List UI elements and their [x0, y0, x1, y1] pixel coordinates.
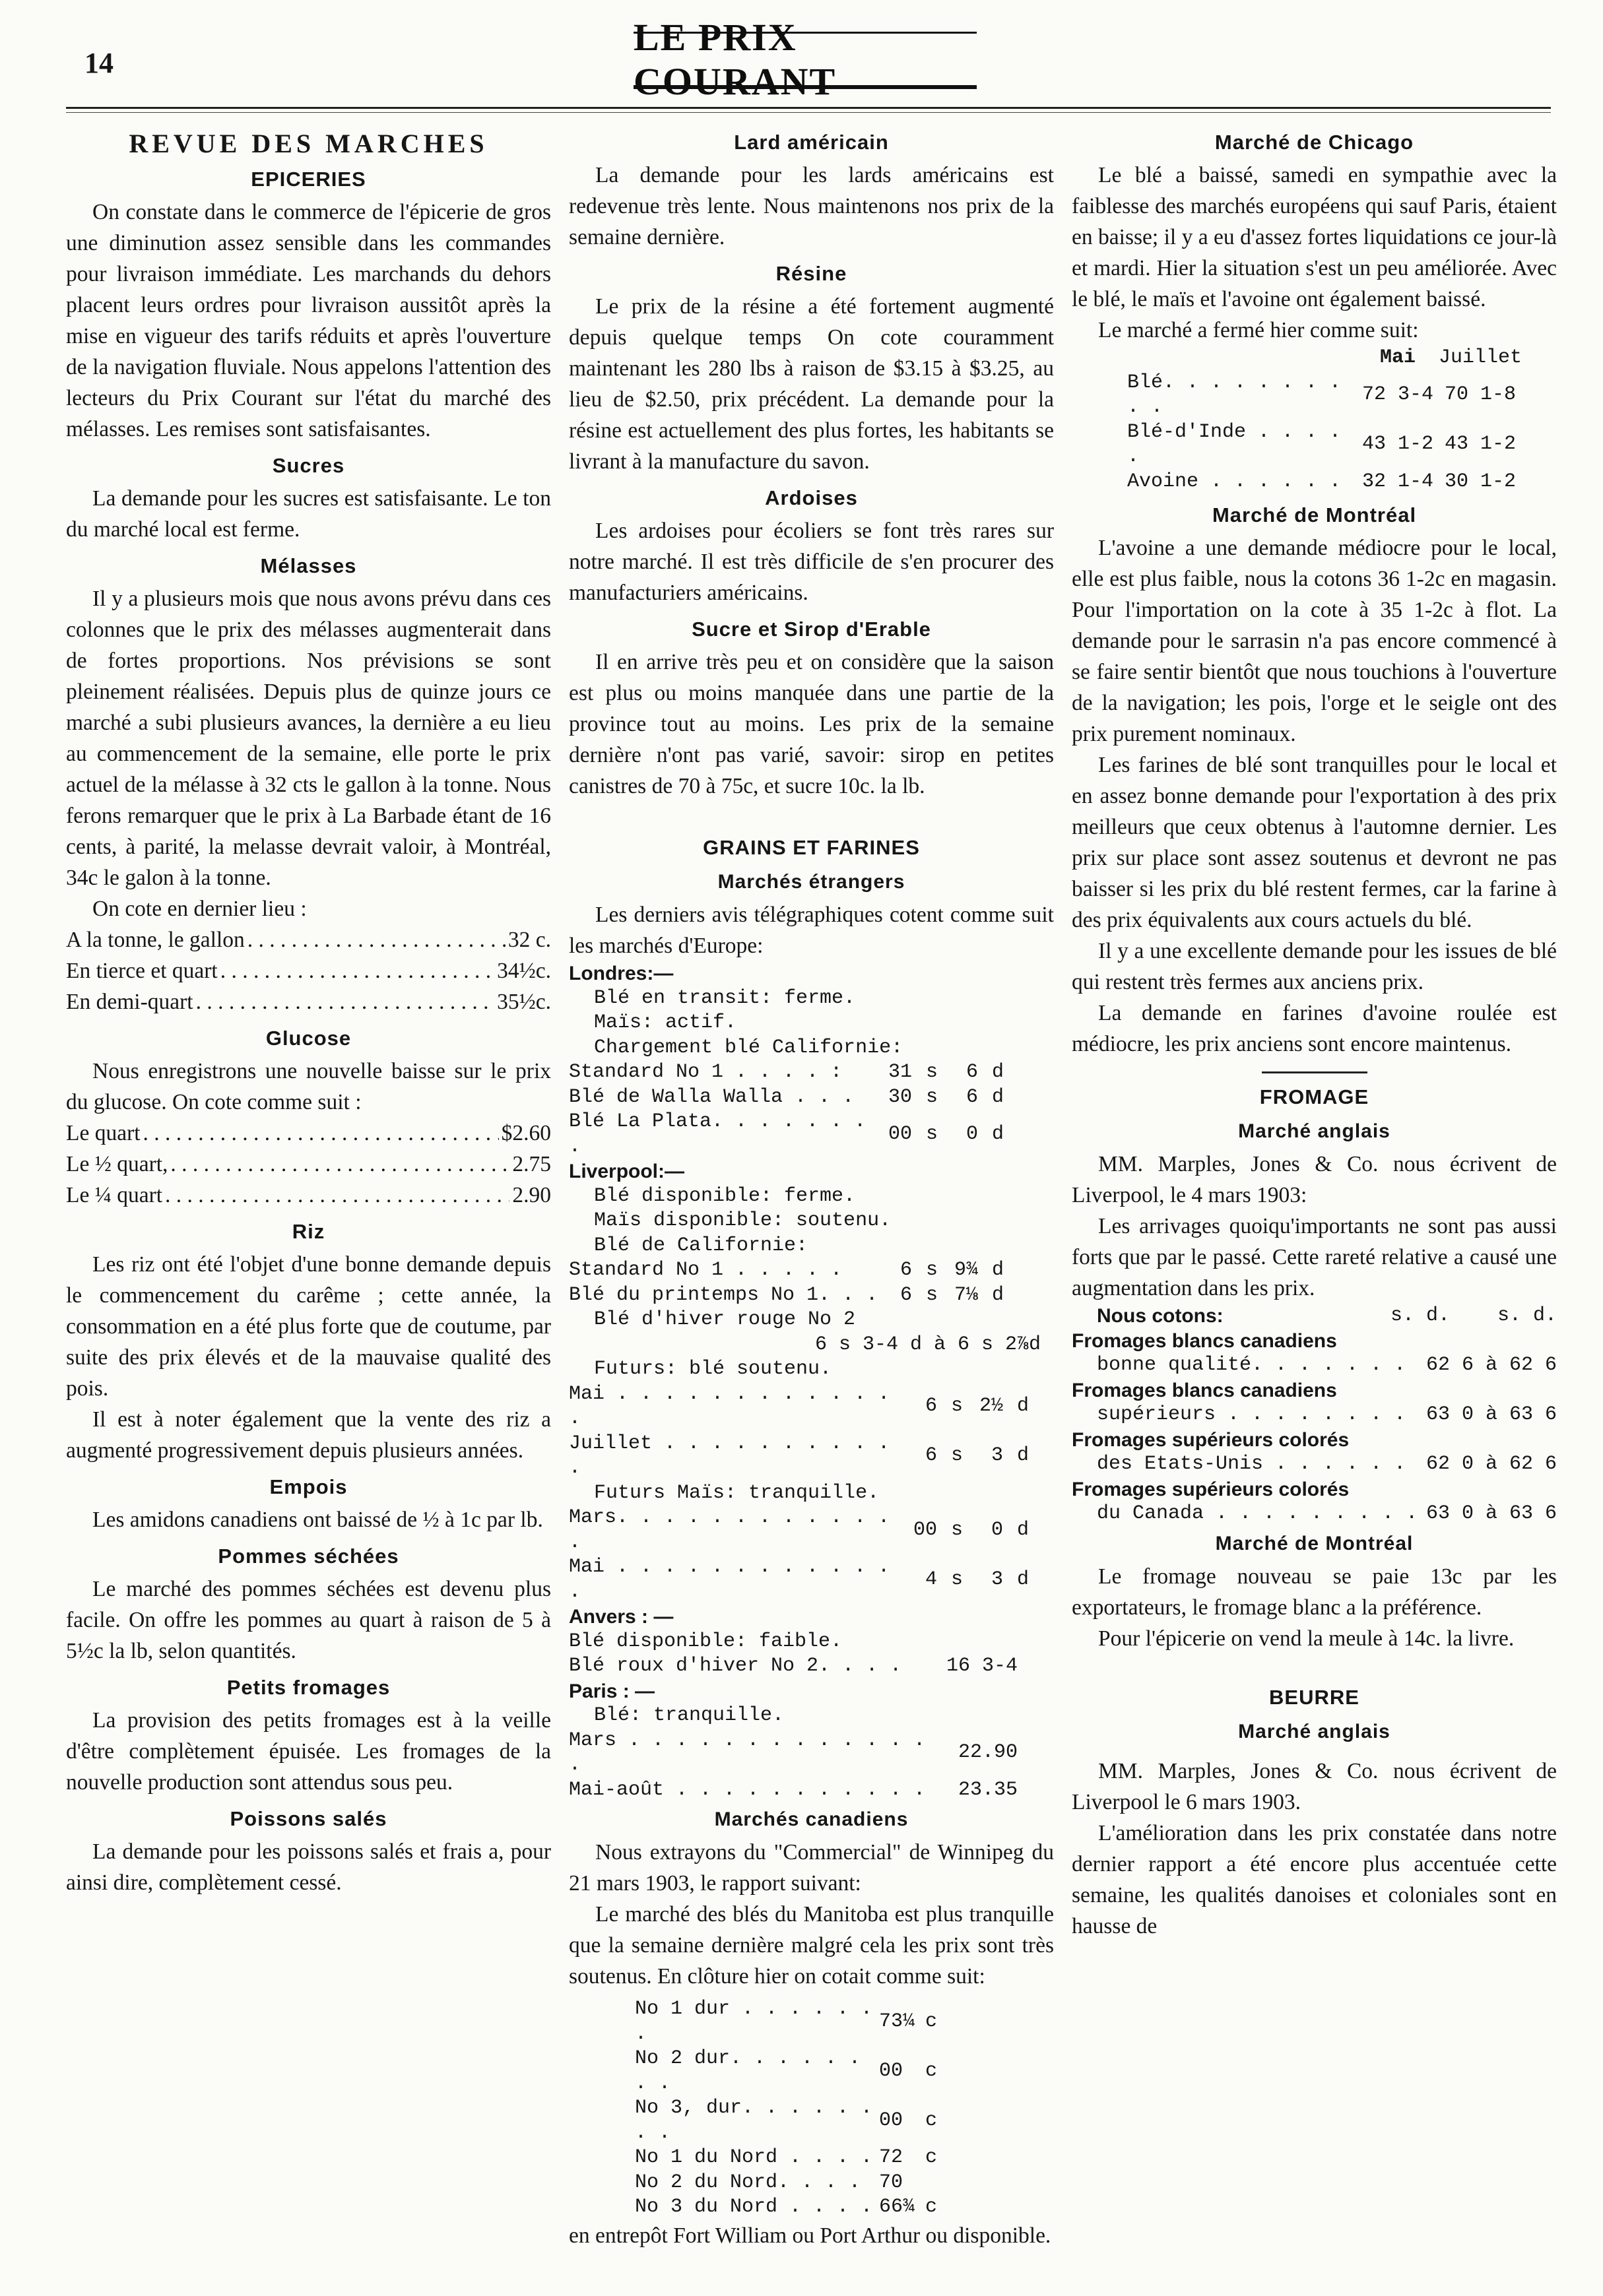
quote-label: Blé roux d'hiver No 2. . . .	[569, 1655, 902, 1677]
quote-value: 73¼	[879, 2010, 915, 2033]
quote-row	[635, 1997, 937, 2047]
quote-line: Chargement blé Californie:	[594, 1036, 903, 1059]
price-value: 2.90	[512, 1183, 551, 1207]
quote-label: Mars . . . . . . . . . . . . . .	[569, 1729, 926, 1776]
quote-label: No 1 du Nord . . . .	[635, 2146, 873, 2169]
heading-empois: Empois	[269, 1475, 348, 1498]
header-rule	[66, 107, 1551, 109]
price-label: Le quart	[66, 1121, 141, 1145]
heading-pommes: Pommes séchées	[218, 1545, 399, 1568]
market-anvers: Anvers : —	[569, 1606, 674, 1628]
quote-row	[635, 2146, 937, 2171]
quote-s-value: 30	[888, 1085, 912, 1108]
quote-line: Maïs: actif.	[594, 1011, 737, 1034]
price-row	[66, 1118, 551, 1149]
currency-header: s. d. s. d.	[1390, 1304, 1557, 1327]
quote-label: Blé du printemps No 1. . .	[569, 1283, 878, 1306]
resine-text: Le prix de la résine a été fortement augmenté depuis quelque temps On cote couramment maintenant les 280 lbs à raison de $3.15 à $3.25, au lieu de $2.50, prix précédent. La demande pour la résine est actuellement des plus fortes, les habitants se livrant à la manufacture du savon.	[569, 294, 1054, 474]
quote-value: 16 3-4	[946, 1655, 1018, 1677]
quote-label: No 2 dur. . . . . . . .	[635, 2047, 861, 2095]
fromage-text-2: Les arrivages quoiqu'importants ne sont pas aussi forts que par le passé. Cette rareté relative a causé une augmentation dans les prix.	[1072, 1214, 1557, 1300]
mais-quotes	[569, 1506, 1043, 1605]
quote-s-value: 6	[925, 1395, 937, 1418]
poissons-text: La demande pour les poissons salés et frais a, pour ainsi dire, complètement cessé.	[66, 1839, 551, 1895]
quote-s-unit: s	[925, 1122, 938, 1145]
quote-label: supérieurs . . . . . . . .	[1097, 1403, 1406, 1426]
heading-petits-fromages: Petits fromages	[226, 1676, 391, 1699]
melasses-intro: On cote en dernier lieu :	[92, 897, 307, 921]
heading-ardoises: Ardoises	[765, 486, 858, 509]
quote-d-unit: d	[1016, 1568, 1029, 1591]
quote-d-unit: d	[991, 1085, 1004, 1108]
quote-s-value: 4	[925, 1568, 937, 1591]
masthead-logo: LE PRIX COURANT	[634, 32, 977, 89]
leader-dots	[220, 955, 494, 986]
market-liverpool: Liverpool:—	[569, 1161, 685, 1182]
quote-row	[569, 1630, 1018, 1655]
quote-unit: c	[925, 2146, 938, 2169]
quote-label: bonne qualité. . . . . . .	[1097, 1354, 1406, 1376]
quote-row	[569, 1729, 1018, 1778]
quote-d-unit: d	[991, 1259, 1004, 1281]
quote-d-value: 0	[991, 1518, 1003, 1541]
quote-s-unit: s	[950, 1444, 963, 1467]
quote-row	[1127, 420, 1523, 470]
quote-row	[635, 2096, 937, 2146]
quote-value: 66¾	[879, 2196, 915, 2218]
quote-label: Standard No 1 . . . . :	[569, 1061, 843, 1083]
quote-row	[569, 1283, 1018, 1308]
market-londres: Londres:—	[569, 963, 674, 984]
quote-s-unit: s	[925, 1283, 938, 1306]
quote-label: Avoine . . . . . .	[1127, 470, 1342, 493]
quote-s-unit: s	[950, 1568, 963, 1591]
leader-dots	[247, 924, 506, 955]
quote-value: 72	[879, 2146, 903, 2169]
quote-row	[1072, 1403, 1557, 1428]
quote-s-value: 6	[925, 1444, 937, 1467]
heading-riz: Riz	[292, 1220, 325, 1243]
column-1	[66, 125, 551, 1898]
quote-label: No 2 du Nord. . . .	[635, 2171, 861, 2194]
quote-label: Mai . . . . . . . . . . . . .	[569, 1556, 890, 1603]
heading-poissons: Poissons salés	[230, 1807, 387, 1830]
quote-row	[1072, 1452, 1557, 1477]
page-header	[0, 0, 1603, 125]
quote-d-value: 9¾	[954, 1259, 978, 1281]
quote-label: No 1 dur . . . . . . .	[635, 1998, 873, 2045]
beurre-text-1: MM. Marples, Jones & Co. nous écrivent de Liverpool le 6 mars 1903.	[1072, 1758, 1557, 1814]
quote-d-unit: d	[991, 1283, 1004, 1306]
quote-row	[1072, 1353, 1557, 1378]
quote-line: 6 s 3-4 d à 6 s 2⅞d	[814, 1333, 1041, 1356]
quote-row	[635, 2195, 937, 2220]
leader-dots	[165, 1180, 509, 1211]
quote-row	[635, 2047, 937, 2096]
heading-fromage-montreal: Marché de Montréal	[1215, 1532, 1414, 1554]
paris-quotes	[569, 1729, 1018, 1803]
quote-row	[569, 1258, 1018, 1283]
melasses-text: Il y a plusieurs mois que nous avons prévu dans ces colonnes que le prix des mélasses augmenterait dans de fortes proportions. Nos prévisions se sont pleinement réalisées. Depuis plus de quinze jours ce marché a subi plusieurs avances, la dernière a eu lieu au commencement de la semaine, elle porte le prix actuel de la mélasse à 32 cts le gallon à la tonne. Nous ferons remarquer que le prix à La Barbade étant de 16 cents, à parité, la melasse devrait valoir, à Montréal, 34c le galon à la tonne.	[66, 587, 551, 890]
quote-value: 43 1-2	[1361, 433, 1434, 456]
chicago-quotes	[1127, 346, 1523, 494]
canadiens-text-1: Nous extrayons du "Commercial" de Winnipeg du 21 mars 1903, le rapport suivant:	[569, 1840, 1054, 1896]
quote-header-row	[1072, 1304, 1557, 1329]
quote-d-value: 3	[991, 1444, 1003, 1467]
montreal-text-3: Il y a une excellente demande pour les issues de blé qui restent très fermes aux anciens prix.	[1072, 939, 1557, 994]
quote-row	[1127, 371, 1523, 420]
heading-marche-anglais: Marché anglais	[1238, 1120, 1390, 1142]
cotons-label: Nous cotons:	[1097, 1305, 1224, 1327]
heading-sucres: Sucres	[272, 454, 345, 477]
quote-line: Blé d'hiver rouge No 2	[594, 1308, 856, 1331]
quote-label: Mai-août . . . . . . . . . . .	[569, 1778, 926, 1801]
price-label: Le ¼ quart	[66, 1183, 163, 1207]
quote-value: 70 1-8	[1444, 383, 1517, 406]
quote-d-value: 2½	[979, 1395, 1003, 1418]
quote-label: Fromages supérieurs colorés	[1072, 1478, 1350, 1500]
beurre-text-2: L'amélioration dans les prix constatée dans notre dernier rapport a été encore plus accentuée cette semaine, les qualités danoises et coloniales sont en hausse de	[1072, 1820, 1557, 1938]
market-paris: Paris : —	[569, 1680, 655, 1702]
quote-label: Blé La Plata. . . . . . . .	[569, 1110, 867, 1158]
price-label: Le ½ quart,	[66, 1152, 168, 1176]
quote-value: 62 6 à 62 6	[1425, 1354, 1557, 1376]
quote-row	[635, 2171, 937, 2196]
heading-lard: Lard américain	[734, 131, 889, 154]
price-label: A la tonne, le gallon	[66, 928, 245, 952]
heading-montreal: Marché de Montréal	[1212, 503, 1417, 526]
fromage-montreal-text-2: Pour l'épicerie on vend la meule à 14c. la livre.	[1098, 1626, 1515, 1651]
sucres-text: La demande pour les sucres est satisfaisante. Le ton du marché local est ferme.	[66, 486, 551, 542]
quote-unit: c	[925, 2196, 938, 2218]
quote-d-unit: d	[1016, 1395, 1029, 1418]
anvers-quotes	[569, 1630, 1018, 1679]
manitoba-quotes	[635, 1997, 937, 2220]
page-number: 14	[84, 47, 114, 79]
quote-label: Mars. . . . . . . . . . . . .	[569, 1506, 890, 1554]
quote-value: 63 0 à 63 6	[1425, 1403, 1557, 1426]
price-label: En demi-quart	[66, 990, 193, 1014]
quote-row	[569, 1506, 1043, 1555]
fromage-montreal-text-1: Le fromage nouveau se paie 13c par les exportateurs, le fromage blanc a la préférence.	[1072, 1564, 1557, 1620]
quote-value: 30 1-2	[1444, 470, 1517, 493]
quote-line: Futurs Maïs: tranquille.	[594, 1481, 880, 1504]
quote-row	[569, 1110, 1018, 1159]
quote-s-unit: s	[925, 1085, 938, 1108]
price-row	[66, 986, 551, 1017]
quote-d-unit: d	[991, 1061, 1004, 1083]
quote-line: Maïs disponible: soutenu.	[594, 1209, 892, 1232]
heading-grains: GRAINS ET FARINES	[703, 836, 920, 859]
fromage-text-1: MM. Marples, Jones & Co. nous écrivent de Liverpool, le 4 mars 1903:	[1072, 1152, 1557, 1207]
quote-label: Fromages blancs canadiens	[1072, 1329, 1337, 1352]
quote-label: Blé disponible: faible.	[569, 1630, 843, 1653]
quote-d-value: 3	[991, 1568, 1003, 1591]
chicago-text-2: Le marché a fermé hier comme suit:	[1098, 318, 1419, 342]
quote-row	[1127, 470, 1523, 495]
foreign-markets-table	[569, 961, 1054, 1802]
column-3	[1072, 125, 1557, 1942]
pommes-text: Le marché des pommes séchées est devenu plus facile. On offre les pommes au quart à raison de 5 à 5½c la lb, selon quantités.	[66, 1577, 551, 1663]
quote-line: Blé de Californie:	[594, 1234, 808, 1257]
heading-beurre-anglais: Marché anglais	[1238, 1720, 1390, 1742]
quote-s-value: 00	[888, 1122, 912, 1145]
header-rule-thin	[66, 112, 1551, 113]
price-value: 32 c.	[507, 928, 551, 952]
quote-d-value: 6	[965, 1085, 978, 1108]
leader-dots	[196, 986, 495, 1017]
quote-unit: c	[925, 2010, 938, 2033]
quote-d-unit: d	[991, 1122, 1004, 1145]
quote-line: Futurs: blé soutenu.	[594, 1358, 832, 1380]
quote-label: Blé. . . . . . . . . .	[1127, 371, 1342, 418]
quote-value: 62 0 à 62 6	[1425, 1453, 1557, 1475]
price-label: En tierce et quart	[66, 959, 218, 983]
quote-d-value: 7⅛	[954, 1283, 978, 1306]
grains-intro: Les derniers avis télégraphiques cotent comme suit les marchés d'Europe:	[569, 903, 1054, 958]
quote-label: Standard No 1 . . . . .	[569, 1259, 843, 1281]
quote-s-unit: s	[950, 1518, 963, 1541]
quote-label: No 3 du Nord . . . .	[635, 2196, 873, 2218]
montreal-text-1: L'avoine a une demande médiocre pour le local, elle est plus faible, nous la cotons 36 1-2c en magasin. Pour l'importation on la cote à 35 1-2c à flot. La demande pour le sarrasin n'a pas encore commencé à se faire sentir bientôt que nous touchions à l'ouverture de la navigation; les pois, l'orge et le seigle ont des prix purement nominaux.	[1072, 536, 1557, 746]
quote-unit: c	[925, 2109, 938, 2132]
heading-sucre-erable: Sucre et Sirop d'Erable	[692, 618, 931, 641]
price-row	[66, 955, 551, 986]
price-value: $2.60	[501, 1121, 551, 1145]
riz-text-2: Il est à noter également que la vente des riz a augmenté progressivement depuis plusieurs années.	[66, 1407, 551, 1463]
quote-header-row	[1127, 346, 1523, 371]
leader-dots	[170, 1149, 509, 1180]
quote-line: Blé: tranquille.	[594, 1704, 785, 1727]
quote-row	[569, 1555, 1043, 1605]
price-row	[66, 924, 551, 955]
section-divider	[1262, 1071, 1367, 1073]
montreal-text-2: Les farines de blé sont tranquilles pour le local et en assez bonne demande pour l'exportation à des prix meilleurs que ceux obtenus à l'automne dernier. Les prix sur place sont assez soutenus et devront ne pas baisser si les prix du blé restent fermes, car la farine à des prix équivalents aux cours actuels du blé.	[1072, 753, 1557, 932]
quote-s-unit: s	[925, 1061, 938, 1083]
price-row	[66, 1180, 551, 1211]
price-value: 2.75	[512, 1152, 551, 1176]
heading-resine: Résine	[775, 262, 847, 285]
ardoises-text: Les ardoises pour écoliers se font très rares sur notre marché. Il est très difficile de s'en procurer des manufacturiers américains.	[569, 519, 1054, 605]
column-header: Mai	[1379, 346, 1416, 369]
quote-s-value: 00	[913, 1518, 937, 1541]
quote-label: Blé de Walla Walla . . .	[569, 1085, 855, 1108]
leader-dots	[143, 1118, 499, 1149]
quote-unit: c	[925, 2059, 938, 2082]
price-value: 35½c.	[497, 990, 551, 1014]
quote-s-value: 31	[888, 1061, 912, 1083]
quote-s-value: 6	[900, 1259, 912, 1281]
petits-text: La provision des petits fromages est à la veille d'être complètement épuisée. Les fromages de la nouvelle production sont attendus sous peu.	[66, 1708, 551, 1795]
quote-row	[569, 1060, 1018, 1085]
quote-s-value: 6	[900, 1283, 912, 1306]
heading-epiceries: EPICERIES	[251, 168, 366, 191]
section-title: REVUE DES MARCHES	[129, 129, 488, 158]
quote-label: Blé-d'Inde . . . . .	[1127, 420, 1342, 468]
londres-quotes	[569, 1060, 1018, 1159]
heading-beurre: BEURRE	[1269, 1685, 1359, 1709]
quote-value: 72 3-4	[1361, 383, 1434, 406]
quote-label: Juillet . . . . . . . . . . .	[569, 1432, 890, 1479]
quote-label: Fromages blancs canadiens	[1072, 1379, 1337, 1401]
quote-label: No 3, dur. . . . . . . .	[635, 2097, 873, 2144]
montreal-text-4: La demande en farines d'avoine roulée est médiocre, les prix anciens sont encore maintenus.	[1072, 1001, 1557, 1056]
epiceries-text: On constate dans le commerce de l'épicerie de gros une diminution assez sensible dans les commandes pour livraison immédiate. Les marchands du dehors placent leurs ordres pour livraison aussitôt après la mise en vigueur des tarifs réduits et après l'ouverture de la navigation fluviale. Nous appelons l'attention des lecteurs du Prix Courant sur l'état du marché des mélasses. Les remises sont satisfaisantes.	[66, 200, 551, 441]
sucre-erable-text: Il en arrive très peu et on considère que la saison est plus ou moins manquée dans une partie de la province tout au moins. Les prix de la semaine dernière n'ont pas varié, savoir: sirop en petites canistres de 70 à 75c, et sucre 10c. la lb.	[569, 650, 1054, 798]
quote-d-unit: d	[1016, 1518, 1029, 1541]
quote-value: 70	[879, 2171, 903, 2194]
quote-value: 32 1-4	[1361, 470, 1434, 493]
quote-row	[569, 1654, 1018, 1679]
quote-value: 43 1-2	[1444, 433, 1517, 456]
quote-label: du Canada . . . . . . . . .	[1097, 1502, 1418, 1525]
lard-text: La demande pour les lards américains est redevenue très lente. Nous maintenons nos prix de la semaine dernière.	[569, 163, 1054, 249]
quote-value: 63 0 à 63 6	[1425, 1502, 1557, 1525]
heading-chicago: Marché de Chicago	[1214, 131, 1414, 154]
quote-line: Blé en transit: ferme.	[594, 986, 856, 1009]
quote-value: 22.90	[958, 1741, 1018, 1764]
heading-glucose: Glucose	[265, 1027, 352, 1050]
riz-text: Les riz ont été l'objet d'une bonne demande depuis le commencement du carême ; cette année, la consommation en a été plus forte que de coutume, par suite des prix élevés et de la mauvaise qualité des pois.	[66, 1252, 551, 1401]
quote-s-unit: s	[925, 1259, 938, 1281]
cheese-quotes	[1072, 1304, 1557, 1527]
column-2	[569, 125, 1054, 2251]
quote-value: 00	[879, 2059, 903, 2082]
quote-row	[1072, 1502, 1557, 1527]
quote-row	[569, 1432, 1043, 1481]
chicago-text-1: Le blé a baissé, samedi en sympathie avec la faiblesse des marchés européens qui sauf Paris, étaient en baisse; il y a eu d'assez fortes liquidations ce jour-là et mardi. Hier la situation s'est un peu améliorée. Avec le blé, le maïs et l'avoine ont également baissé.	[1072, 163, 1557, 311]
quote-line: Blé disponible: ferme.	[594, 1184, 856, 1207]
futurs-quotes	[569, 1382, 1043, 1481]
heading-fromage: FROMAGE	[1259, 1085, 1369, 1108]
heading-melasses: Mélasses	[260, 554, 357, 577]
quote-value: 00	[879, 2109, 903, 2132]
price-row	[66, 1149, 551, 1180]
heading-marches-etrangers: Marchés étrangers	[717, 871, 905, 893]
quote-label: Fromages supérieurs colorés	[1072, 1428, 1350, 1451]
heading-marches-canadiens: Marchés canadiens	[714, 1808, 909, 1830]
liverpool-quotes	[569, 1258, 1018, 1308]
canadiens-text-3: en entrepôt Fort William ou Port Arthur ou disponible.	[569, 2223, 1051, 2248]
quote-d-unit: d	[1016, 1444, 1029, 1467]
column-header: Juillet	[1438, 346, 1522, 369]
quote-value	[938, 1630, 1018, 1655]
quote-label: Mai . . . . . . . . . . . . .	[569, 1382, 890, 1430]
empois-text: Les amidons canadiens ont baissé de ½ à 1c par lb.	[92, 1508, 543, 1532]
quote-d-value: 6	[965, 1061, 978, 1083]
quote-label: des Etats-Unis . . . . . .	[1097, 1453, 1406, 1475]
quote-row	[569, 1778, 1018, 1803]
quote-row	[569, 1085, 1018, 1110]
quote-value: 23.35	[958, 1778, 1018, 1801]
quote-s-unit: s	[950, 1395, 963, 1418]
canadiens-text-2: Le marché des blés du Manitoba est plus tranquille que la semaine dernière malgré cela les prix sont très soutenus. En clôture hier on cotait comme suit:	[569, 1902, 1054, 1989]
quote-row	[569, 1382, 1043, 1432]
glucose-text: Nous enregistrons une nouvelle baisse sur le prix du glucose. On cote comme suit :	[66, 1059, 551, 1114]
price-value: 34½c.	[497, 959, 551, 983]
quote-d-value: 0	[965, 1122, 978, 1145]
quote-unit	[925, 2171, 937, 2196]
